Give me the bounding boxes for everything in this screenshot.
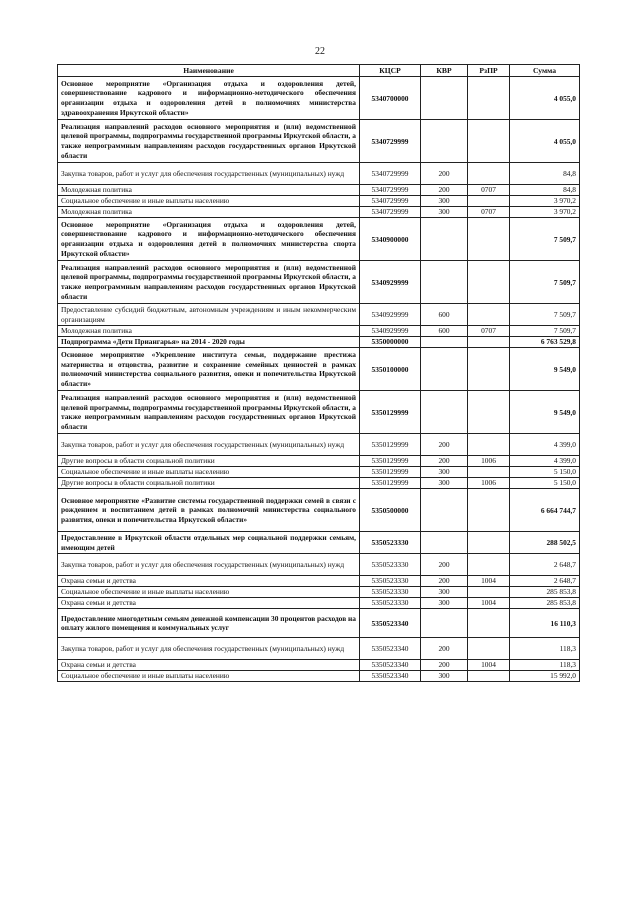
table-row — [58, 609, 580, 638]
row-rzpr-cell — [468, 261, 510, 304]
row-kcsr-cell: 5350000000 — [360, 337, 421, 348]
row-kcsr-cell: 5350129999 — [360, 391, 421, 434]
row-kcsr-cell: 5350129999 — [360, 467, 421, 478]
row-kcsr-cell: 5350129999 — [360, 456, 421, 467]
table-row — [58, 478, 580, 489]
row-kcsr-cell: 5350523340 — [360, 638, 421, 660]
row-name-cell: Молодежная политика — [58, 207, 360, 218]
row-sum-cell: 118,3 — [510, 638, 580, 660]
table-row — [58, 456, 580, 467]
table-row — [58, 638, 580, 660]
table-row — [58, 598, 580, 609]
row-kcsr-cell: 5350129999 — [360, 478, 421, 489]
row-rzpr-cell — [468, 196, 510, 207]
row-name-cell: Основное мероприятие «Организация отдыха и оздоровления детей, совершенствование кадрового и информационно-методического обеспечения организации отдыха и оздоровления детей в полномочиях министерства здравоохранения Иркутской области» — [58, 77, 360, 120]
row-kcsr-cell: 5350523330 — [360, 587, 421, 598]
row-name-cell: Охрана семьи и детства — [58, 598, 360, 609]
row-kcsr-cell: 5340900000 — [360, 218, 421, 261]
row-sum-cell: 9 549,0 — [510, 391, 580, 434]
row-name-cell: Социальное обеспечение и иные выплаты населению — [58, 196, 360, 207]
table-row — [58, 576, 580, 587]
row-sum-cell: 5 150,0 — [510, 467, 580, 478]
row-kcsr-cell: 5340729999 — [360, 120, 421, 163]
row-kvr-cell: 600 — [421, 326, 468, 337]
row-sum-cell: 285 853,8 — [510, 598, 580, 609]
table-row — [58, 218, 580, 261]
row-kvr-cell: 200 — [421, 660, 468, 671]
table-row — [58, 348, 580, 391]
row-kvr-cell: 300 — [421, 587, 468, 598]
row-rzpr-cell — [468, 120, 510, 163]
row-sum-cell: 3 970,2 — [510, 207, 580, 218]
row-rzpr-cell — [468, 587, 510, 598]
row-kcsr-cell: 5340929999 — [360, 326, 421, 337]
row-kvr-cell — [421, 532, 468, 554]
row-sum-cell: 285 853,8 — [510, 587, 580, 598]
row-kvr-cell: 300 — [421, 196, 468, 207]
row-kcsr-cell: 5350523330 — [360, 554, 421, 576]
row-kvr-cell: 300 — [421, 478, 468, 489]
table-row — [58, 337, 580, 348]
header-kcsr: КЦСР — [360, 65, 421, 77]
row-rzpr-cell — [468, 218, 510, 261]
row-kvr-cell: 200 — [421, 185, 468, 196]
page-number: 22 — [315, 46, 325, 57]
row-rzpr-cell — [468, 609, 510, 638]
row-sum-cell: 84,8 — [510, 163, 580, 185]
row-kcsr-cell: 5350100000 — [360, 348, 421, 391]
row-name-cell: Реализация направлений расходов основного мероприятия и (или) ведомственной целевой программы, подпрограммы государственной программы Иркутской области, а также непрограммным направлениям расходов государственных органов Иркутской области — [58, 261, 360, 304]
row-sum-cell: 4 055,0 — [510, 120, 580, 163]
row-kvr-cell: 200 — [421, 456, 468, 467]
row-name-cell: Основное мероприятие «Организация отдыха и оздоровления детей, совершенствование кадрового и информационно-методического обеспечения организации отдыха и оздоровления детей в полномочиях министерства спорта Иркутской области» — [58, 218, 360, 261]
row-sum-cell: 2 648,7 — [510, 576, 580, 587]
row-rzpr-cell — [468, 671, 510, 682]
row-sum-cell: 6 763 529,8 — [510, 337, 580, 348]
table-row — [58, 587, 580, 598]
row-kcsr-cell: 5340729999 — [360, 196, 421, 207]
row-name-cell: Реализация направлений расходов основного мероприятия и (или) ведомственной целевой программы, подпрограммы государственной программы Иркутской области, а также непрограммным направлениям расходов государственных органов Иркутской области — [58, 391, 360, 434]
row-kcsr-cell: 5350523340 — [360, 671, 421, 682]
table-row — [58, 391, 580, 434]
row-name-cell: Охрана семьи и детства — [58, 576, 360, 587]
table-row — [58, 304, 580, 326]
row-kcsr-cell: 5350523330 — [360, 598, 421, 609]
row-kcsr-cell: 5350129999 — [360, 434, 421, 456]
table-body — [58, 77, 580, 682]
row-kvr-cell — [421, 609, 468, 638]
table-header-row — [58, 65, 580, 77]
row-name-cell: Закупка товаров, работ и услуг для обеспечения государственных (муниципальных) нужд — [58, 638, 360, 660]
row-rzpr-cell: 1004 — [468, 660, 510, 671]
row-rzpr-cell — [468, 489, 510, 532]
row-sum-cell: 118,3 — [510, 660, 580, 671]
row-name-cell: Молодежная политика — [58, 326, 360, 337]
row-kvr-cell — [421, 261, 468, 304]
table-row — [58, 660, 580, 671]
row-kcsr-cell: 5350523340 — [360, 660, 421, 671]
row-kcsr-cell: 5350523340 — [360, 609, 421, 638]
row-rzpr-cell — [468, 304, 510, 326]
row-sum-cell: 2 648,7 — [510, 554, 580, 576]
row-name-cell: Другие вопросы в области социальной политики — [58, 456, 360, 467]
header-name: Наименование — [58, 65, 360, 77]
row-name-cell: Предоставление многодетным семьям денежной компенсации 30 процентов расходов на оплату жилого помещения и коммунальных услуг — [58, 609, 360, 638]
row-rzpr-cell: 1006 — [468, 456, 510, 467]
table-row — [58, 489, 580, 532]
row-name-cell: Закупка товаров, работ и услуг для обеспечения государственных (муниципальных) нужд — [58, 554, 360, 576]
row-rzpr-cell: 1004 — [468, 576, 510, 587]
row-rzpr-cell — [468, 554, 510, 576]
table-row — [58, 261, 580, 304]
row-rzpr-cell — [468, 77, 510, 120]
row-name-cell: Основное мероприятие «Укрепление института семьи, поддержание престижа материнства и отцовства, развитие и сохранение семейных ценностей в рамках полномочий министерства социального развития, опеки и попечительства Иркутской области» — [58, 348, 360, 391]
row-sum-cell: 7 509,7 — [510, 326, 580, 337]
row-name-cell: Социальное обеспечение и иные выплаты населению — [58, 671, 360, 682]
row-name-cell: Подпрограмма «Дети Приангарья» на 2014 - 2020 годы — [58, 337, 360, 348]
row-rzpr-cell — [468, 434, 510, 456]
row-sum-cell: 4 399,0 — [510, 456, 580, 467]
row-kvr-cell — [421, 218, 468, 261]
table-row — [58, 196, 580, 207]
row-sum-cell: 84,8 — [510, 185, 580, 196]
table-row — [58, 326, 580, 337]
row-kvr-cell — [421, 120, 468, 163]
row-rzpr-cell — [468, 467, 510, 478]
row-name-cell: Социальное обеспечение и иные выплаты населению — [58, 467, 360, 478]
row-name-cell: Закупка товаров, работ и услуг для обеспечения государственных (муниципальных) нужд — [58, 163, 360, 185]
row-sum-cell: 5 150,0 — [510, 478, 580, 489]
row-kvr-cell — [421, 391, 468, 434]
row-kvr-cell: 300 — [421, 671, 468, 682]
table-row — [58, 554, 580, 576]
row-name-cell: Социальное обеспечение и иные выплаты населению — [58, 587, 360, 598]
row-sum-cell: 4 399,0 — [510, 434, 580, 456]
row-kvr-cell: 300 — [421, 598, 468, 609]
row-kcsr-cell: 5340729999 — [360, 163, 421, 185]
row-kvr-cell — [421, 77, 468, 120]
row-sum-cell: 6 664 744,7 — [510, 489, 580, 532]
table-row — [58, 467, 580, 478]
table-row — [58, 671, 580, 682]
table-row — [58, 207, 580, 218]
table-row — [58, 163, 580, 185]
row-name-cell: Предоставление в Иркутской области отдельных мер социальной поддержки семьям, имеющим детей — [58, 532, 360, 554]
row-name-cell: Охрана семьи и детства — [58, 660, 360, 671]
row-kvr-cell: 200 — [421, 554, 468, 576]
row-name-cell: Реализация направлений расходов основного мероприятия и (или) ведомственной целевой программы, подпрограммы государственной программы Иркутской области, а также непрограммным направлениям расходов государственных органов Иркутской области — [58, 120, 360, 163]
row-sum-cell: 9 549,0 — [510, 348, 580, 391]
table-row — [58, 434, 580, 456]
row-kvr-cell: 300 — [421, 207, 468, 218]
row-name-cell: Молодежная политика — [58, 185, 360, 196]
row-sum-cell: 288 502,5 — [510, 532, 580, 554]
row-kvr-cell: 600 — [421, 304, 468, 326]
row-rzpr-cell — [468, 163, 510, 185]
row-rzpr-cell: 0707 — [468, 207, 510, 218]
row-sum-cell: 7 509,7 — [510, 261, 580, 304]
row-sum-cell: 7 509,7 — [510, 304, 580, 326]
row-sum-cell: 4 055,0 — [510, 77, 580, 120]
row-sum-cell: 3 970,2 — [510, 196, 580, 207]
row-kcsr-cell: 5340929999 — [360, 304, 421, 326]
header-rzpr: РзПР — [468, 65, 510, 77]
table-row — [58, 120, 580, 163]
row-kcsr-cell: 5350523330 — [360, 576, 421, 587]
row-kcsr-cell: 5340729999 — [360, 185, 421, 196]
row-rzpr-cell: 1006 — [468, 478, 510, 489]
row-kcsr-cell: 5340700000 — [360, 77, 421, 120]
row-sum-cell: 16 110,3 — [510, 609, 580, 638]
row-kvr-cell: 300 — [421, 467, 468, 478]
row-kvr-cell — [421, 337, 468, 348]
row-sum-cell: 15 992,0 — [510, 671, 580, 682]
row-kvr-cell: 200 — [421, 434, 468, 456]
row-kvr-cell: 200 — [421, 163, 468, 185]
row-rzpr-cell: 0707 — [468, 326, 510, 337]
table-row — [58, 185, 580, 196]
row-name-cell: Закупка товаров, работ и услуг для обеспечения государственных (муниципальных) нужд — [58, 434, 360, 456]
row-sum-cell: 7 509,7 — [510, 218, 580, 261]
row-rzpr-cell — [468, 348, 510, 391]
row-rzpr-cell — [468, 337, 510, 348]
row-kvr-cell: 200 — [421, 576, 468, 587]
row-name-cell: Другие вопросы в области социальной политики — [58, 478, 360, 489]
row-rzpr-cell: 0707 — [468, 185, 510, 196]
header-kvr: КВР — [421, 65, 468, 77]
row-name-cell: Основное мероприятие «Развитие системы государственной поддержки семей в связи с рождением и воспитанием детей в рамках полномочий министерства социального развития, опеки и попечительства Иркутской области» — [58, 489, 360, 532]
row-rzpr-cell: 1004 — [468, 598, 510, 609]
row-rzpr-cell — [468, 532, 510, 554]
table-row — [58, 77, 580, 120]
row-kvr-cell — [421, 489, 468, 532]
row-kvr-cell: 200 — [421, 638, 468, 660]
budget-table — [57, 64, 580, 682]
row-rzpr-cell — [468, 638, 510, 660]
row-kvr-cell — [421, 348, 468, 391]
row-kcsr-cell: 5340729999 — [360, 207, 421, 218]
row-kcsr-cell: 5350500000 — [360, 489, 421, 532]
row-kcsr-cell: 5350523330 — [360, 532, 421, 554]
row-kcsr-cell: 5340929999 — [360, 261, 421, 304]
row-rzpr-cell — [468, 391, 510, 434]
header-sum: Сумма — [510, 65, 580, 77]
table-row — [58, 532, 580, 554]
row-name-cell: Предоставление субсидий бюджетным, автономным учреждениям и иным некоммерческим организациям — [58, 304, 360, 326]
